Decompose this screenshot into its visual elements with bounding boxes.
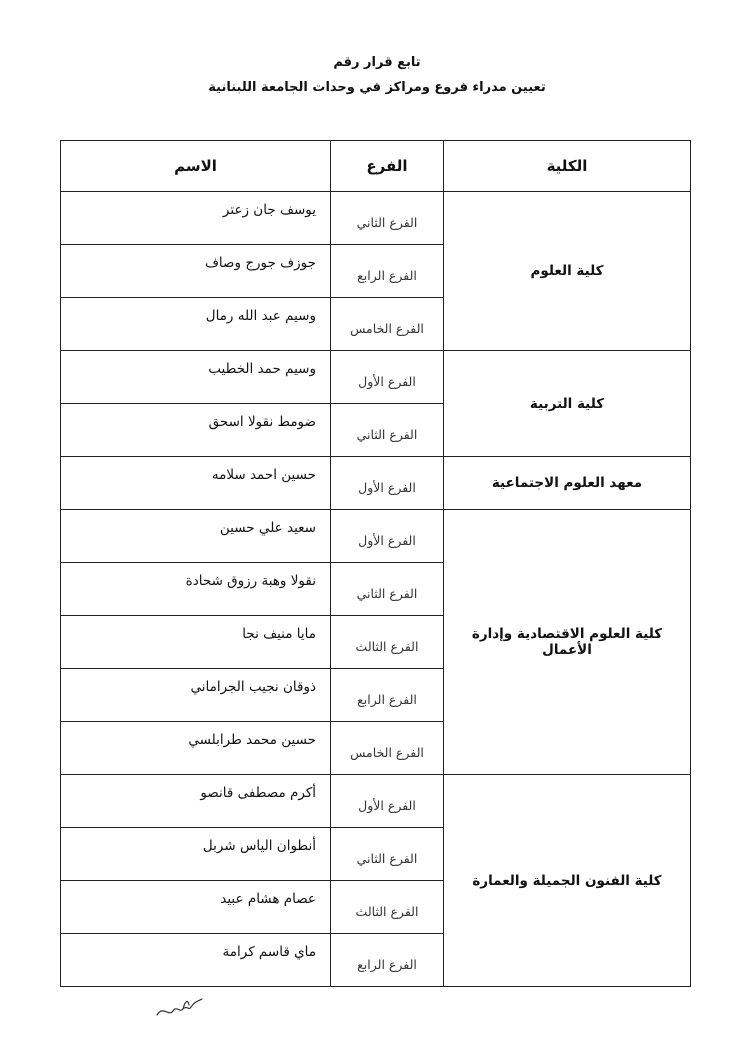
- name-cell: حسين احمد سلامه: [61, 457, 331, 510]
- name-cell: أكرم مصطفى قانصو: [61, 775, 331, 828]
- branch-cell: الفرع الأول: [331, 775, 444, 828]
- branch-cell: الفرع الخامس: [331, 722, 444, 775]
- branch-column-header: الفرع: [331, 141, 444, 192]
- branch-cell: الفرع الثاني: [331, 563, 444, 616]
- name-cell: عصام هشام عبيد: [61, 881, 331, 934]
- branch-cell: الفرع الأول: [331, 510, 444, 563]
- branch-cell: الفرع الرابع: [331, 245, 444, 298]
- faculty-cell: كلية العلوم الاقتصادية وإدارة الأعمال: [444, 510, 691, 775]
- name-cell: مايا منيف نجا: [61, 616, 331, 669]
- branch-cell: الفرع الثالث: [331, 881, 444, 934]
- table-row: [61, 457, 691, 510]
- name-cell: ماي قاسم كرامة: [61, 934, 331, 987]
- faculty-column-header: الكلية: [444, 141, 691, 192]
- table-row: [61, 775, 691, 828]
- name-cell: يوسف جان زعتر: [61, 192, 331, 245]
- branch-cell: الفرع الخامس: [331, 298, 444, 351]
- name-cell: نقولا وهبة رزوق شحادة: [61, 563, 331, 616]
- branch-cell: الفرع الثالث: [331, 616, 444, 669]
- name-cell: وسيم حمد الخطيب: [61, 351, 331, 404]
- table-header-row: [61, 141, 691, 192]
- document-subtitle: تعيين مدراء فروع ومراكز في وحدات الجامعة اللبنانية: [208, 80, 546, 95]
- faculty-cell: كلية العلوم: [444, 192, 691, 351]
- signature-mark: [155, 995, 205, 1021]
- document-title: تابع قرار رقم: [333, 55, 421, 70]
- name-cell: وسيم عبد الله رمال: [61, 298, 331, 351]
- branch-cell: الفرع الأول: [331, 351, 444, 404]
- appointments-table: [60, 140, 691, 987]
- branch-cell: الفرع الرابع: [331, 669, 444, 722]
- table-row: [61, 192, 691, 245]
- table-body: [61, 192, 691, 987]
- name-cell: ذوقان نجيب الجراماني: [61, 669, 331, 722]
- name-column-header: الاسم: [61, 141, 331, 192]
- faculty-cell: كلية التربية: [444, 351, 691, 457]
- branch-cell: الفرع الثاني: [331, 404, 444, 457]
- name-cell: حسين محمد طرابلسي: [61, 722, 331, 775]
- branch-cell: الفرع الثاني: [331, 828, 444, 881]
- branch-cell: الفرع الأول: [331, 457, 444, 510]
- faculty-cell: كلية الفنون الجميلة والعمارة: [444, 775, 691, 987]
- name-cell: ضومط نقولا اسحق: [61, 404, 331, 457]
- branch-cell: الفرع الثاني: [331, 192, 444, 245]
- faculty-cell: معهد العلوم الاجتماعية: [444, 457, 691, 510]
- name-cell: سعيد علي حسين: [61, 510, 331, 563]
- name-cell: أنطوان الياس شربل: [61, 828, 331, 881]
- name-cell: جوزف جورج وصاف: [61, 245, 331, 298]
- branch-cell: الفرع الرابع: [331, 934, 444, 987]
- table-row: [61, 510, 691, 563]
- table-row: [61, 351, 691, 404]
